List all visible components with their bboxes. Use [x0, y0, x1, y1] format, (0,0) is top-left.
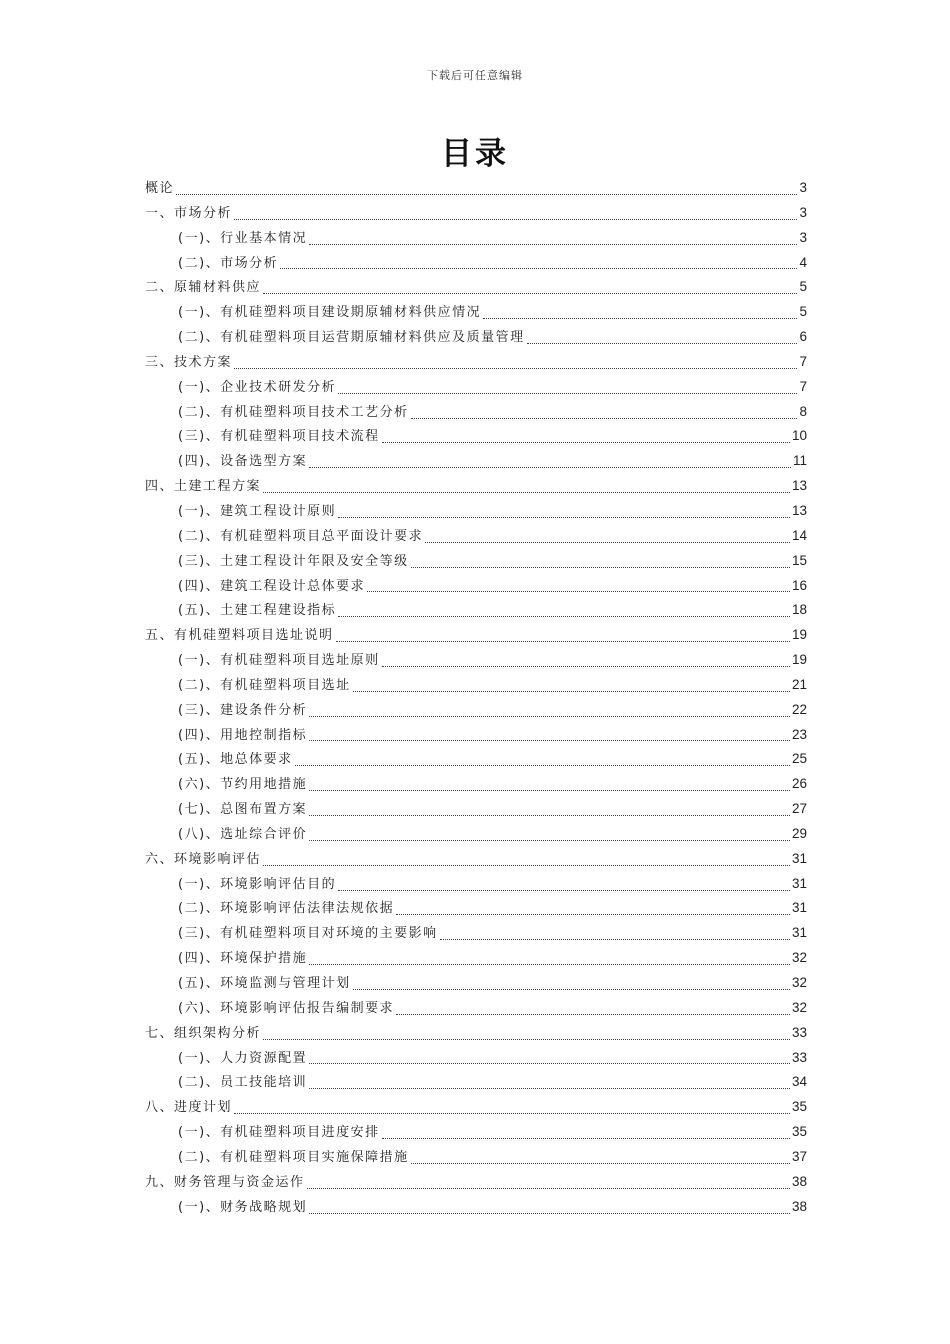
toc-entry-label: (二)、有机硅塑料项目选址 [178, 677, 351, 693]
toc-entry-page-number: 32 [791, 950, 807, 966]
toc-entry[interactable] [145, 474, 807, 499]
toc-entry[interactable] [145, 449, 807, 474]
toc-entry-label: (一)、财务战略规划 [178, 1199, 308, 1215]
toc-dot-leader [176, 194, 797, 195]
toc-entry-page-number: 38 [791, 1173, 807, 1189]
toc-entry[interactable] [145, 723, 807, 748]
toc-entry[interactable] [145, 772, 807, 797]
toc-entry[interactable] [145, 673, 807, 698]
toc-entry-label: 概论 [145, 181, 175, 196]
toc-entry-label: (三)、建设条件分析 [178, 702, 308, 718]
toc-dot-leader [411, 1163, 790, 1164]
toc-entry-label: (四)、设备选型方案 [178, 454, 308, 470]
toc-entry[interactable] [145, 872, 807, 897]
toc-entry-page-number: 7 [799, 378, 807, 394]
toc-dot-leader [483, 318, 797, 319]
toc-entry-label: (六)、环境影响评估报告编制要求 [178, 1000, 395, 1016]
toc-dot-leader [338, 616, 790, 617]
toc-entry-label: (三)、有机硅塑料项目技术流程 [178, 429, 380, 445]
toc-entry-label: (一)、企业技术研发分析 [178, 379, 337, 395]
toc-entry-page-number: 35 [791, 1099, 807, 1115]
toc-entry-page-number: 31 [791, 875, 807, 891]
toc-entry-label: (三)、土建工程设计年限及安全等级 [178, 553, 409, 569]
toc-entry-label: 六、环境影响评估 [145, 851, 262, 867]
toc-entry-page-number: 31 [791, 925, 807, 941]
toc-dot-leader [309, 790, 790, 791]
toc-entry-page-number: 18 [791, 602, 807, 618]
toc-entry-label: (一)、环境影响评估目的 [178, 876, 337, 892]
toc-dot-leader [527, 343, 798, 344]
toc-entry-label: (一)、人力资源配置 [178, 1050, 308, 1066]
toc-entry-page-number: 16 [791, 577, 807, 593]
toc-entry[interactable] [145, 797, 807, 822]
toc-entry-page-number: 34 [791, 1074, 807, 1090]
toc-entry-page-number: 11 [792, 453, 807, 469]
toc-entry-page-number: 29 [791, 825, 807, 841]
toc-dot-leader [382, 442, 790, 443]
toc-entry-label: (一)、行业基本情况 [178, 230, 308, 246]
toc-entry[interactable] [145, 1046, 807, 1071]
toc-dot-leader [309, 716, 790, 717]
toc-entry-label: (一)、有机硅塑料项目建设期原辅材料供应情况 [178, 305, 482, 321]
toc-entry-page-number: 19 [791, 652, 807, 668]
toc-entry-page-number: 37 [791, 1148, 807, 1164]
toc-entry-page-number: 23 [791, 726, 807, 742]
toc-dot-leader [336, 641, 790, 642]
toc-entry-page-number: 25 [791, 751, 807, 767]
toc-entry[interactable] [145, 375, 807, 400]
toc-dot-leader [309, 964, 790, 965]
toc-dot-leader [353, 691, 790, 692]
toc-entry-page-number: 22 [791, 701, 807, 717]
toc-dot-leader [382, 1138, 790, 1139]
toc-dot-leader [309, 244, 797, 245]
toc-dot-leader [309, 467, 791, 468]
toc-entry-label: (二)、有机硅塑料项目技术工艺分析 [178, 404, 409, 420]
toc-dot-leader [338, 393, 797, 394]
toc-dot-leader [338, 517, 790, 518]
toc-entry[interactable] [145, 1195, 807, 1220]
toc-entry-label: (五)、环境监测与管理计划 [178, 976, 351, 991]
toc-dot-leader [234, 219, 797, 220]
toc-entry-page-number: 13 [791, 478, 807, 494]
toc-entry[interactable] [145, 1021, 807, 1046]
toc-entry[interactable] [145, 325, 807, 350]
toc-entry-page-number: 27 [791, 801, 807, 817]
toc-dot-leader [411, 418, 798, 419]
toc-dot-leader [396, 1014, 790, 1015]
toc-entry-page-number: 7 [799, 353, 807, 369]
toc-entry-label: (一)、建筑工程设计原则 [178, 503, 337, 519]
toc-entry-label: (二)、员工技能培训 [178, 1075, 308, 1091]
toc-entry-page-number: 3 [799, 229, 807, 245]
toc-entry[interactable] [145, 598, 807, 623]
toc-entry[interactable] [145, 176, 807, 201]
toc-entry[interactable] [145, 847, 807, 872]
toc-entry[interactable] [145, 623, 807, 648]
toc-entry-label: 五、有机硅塑料项目选址说明 [145, 628, 334, 644]
toc-dot-leader [263, 1039, 790, 1040]
toc-dot-leader [425, 542, 790, 543]
toc-entry-page-number: 26 [791, 776, 807, 792]
toc-entry-page-number: 3 [799, 180, 807, 195]
toc-entry-page-number: 31 [791, 850, 807, 866]
toc-entry-label: 二、原辅材料供应 [145, 280, 262, 296]
toc-entry-page-number: 14 [791, 527, 807, 543]
toc-entry-page-number: 10 [791, 428, 807, 444]
toc-dot-leader [309, 1063, 790, 1064]
toc-entry-label: (四)、环境保护措施 [178, 951, 308, 967]
toc-entry-label: (二)、环境影响评估法律法规依据 [178, 901, 395, 917]
toc-entry[interactable] [145, 251, 807, 276]
toc-entry[interactable] [145, 946, 807, 971]
toc-dot-leader [309, 740, 790, 741]
toc-entry-label: (二)、有机硅塑料项目总平面设计要求 [178, 528, 424, 544]
toc-entry[interactable] [145, 1095, 807, 1120]
toc-entry[interactable] [145, 226, 807, 251]
toc-entry[interactable] [145, 574, 807, 599]
toc-entry-label: (四)、用地控制指标 [178, 727, 308, 743]
toc-entry[interactable] [145, 350, 807, 375]
toc-entry-page-number: 6 [799, 329, 807, 345]
toc-entry-page-number: 21 [791, 676, 807, 692]
toc-entry-page-number: 13 [791, 502, 807, 518]
toc-entry-label: (四)、建筑工程设计总体要求 [178, 578, 366, 594]
toc-entry[interactable] [145, 424, 807, 449]
toc-entry[interactable] [145, 499, 807, 524]
toc-entry[interactable] [145, 996, 807, 1021]
toc-entry[interactable] [145, 1170, 807, 1195]
toc-entry-page-number: 4 [799, 254, 807, 270]
toc-dot-leader [263, 865, 790, 866]
toc-entry-label: 八、进度计划 [145, 1100, 233, 1116]
toc-entry-label: (五)、地总体要求 [178, 752, 293, 768]
toc-entry-label: (一)、有机硅塑料项目选址原则 [178, 653, 380, 669]
table-of-contents [145, 176, 807, 1219]
toc-dot-leader [263, 492, 790, 493]
toc-entry[interactable] [145, 896, 807, 921]
toc-entry[interactable] [145, 971, 807, 996]
toc-entry[interactable] [145, 921, 807, 946]
toc-dot-leader [295, 765, 790, 766]
toc-entry-label: 三、技术方案 [145, 354, 233, 370]
toc-entry-label: (八)、选址综合评价 [178, 826, 308, 842]
toc-entry[interactable] [145, 822, 807, 847]
toc-dot-leader [338, 890, 790, 891]
toc-entry[interactable] [145, 524, 807, 549]
toc-entry-label: 九、财务管理与资金运作 [145, 1174, 305, 1190]
toc-entry-label: (二)、有机硅塑料项目实施保障措施 [178, 1149, 409, 1165]
toc-entry[interactable] [145, 275, 807, 300]
toc-entry-page-number: 5 [799, 304, 807, 320]
toc-dot-leader [382, 666, 790, 667]
toc-dot-leader [396, 914, 790, 915]
toc-entry[interactable] [145, 1145, 807, 1170]
toc-dot-leader [309, 1088, 790, 1089]
toc-entry-page-number: 5 [799, 279, 807, 295]
toc-entry-label: (三)、有机硅塑料项目对环境的主要影响 [178, 926, 438, 942]
toc-dot-leader [309, 815, 790, 816]
toc-dot-leader [234, 1113, 790, 1114]
toc-entry[interactable] [145, 698, 807, 723]
toc-dot-leader [263, 293, 797, 294]
toc-entry-label: 七、组织架构分析 [145, 1025, 262, 1041]
toc-entry-page-number: 33 [791, 1024, 807, 1040]
toc-entry-page-number: 38 [791, 1198, 807, 1214]
toc-entry[interactable] [145, 300, 807, 325]
page-title: 目录 [441, 136, 509, 172]
toc-entry-label: (二)、有机硅塑料项目运营期原辅材料供应及质量管理 [178, 330, 525, 346]
toc-entry[interactable] [145, 400, 807, 425]
toc-entry[interactable] [145, 549, 807, 574]
toc-entry-page-number: 33 [791, 1049, 807, 1065]
toc-dot-leader [307, 1188, 790, 1189]
toc-entry-label: (一)、有机硅塑料项目进度安排 [178, 1125, 380, 1141]
toc-entry-label: 一、市场分析 [145, 205, 233, 221]
toc-entry[interactable] [145, 747, 807, 772]
toc-entry-page-number: 15 [791, 552, 807, 568]
toc-entry-page-number: 31 [791, 900, 807, 916]
toc-entry-page-number: 3 [799, 204, 807, 220]
toc-entry[interactable] [145, 1070, 807, 1095]
toc-dot-leader [309, 1213, 790, 1214]
toc-dot-leader [440, 939, 790, 940]
toc-entry[interactable] [145, 1120, 807, 1145]
toc-entry-page-number: 35 [791, 1124, 807, 1140]
toc-dot-leader [353, 989, 790, 990]
toc-entry-page-number: 19 [791, 627, 807, 643]
toc-dot-leader [309, 840, 790, 841]
toc-dot-leader [280, 268, 797, 269]
page-header: 下载后可任意编辑 [427, 69, 523, 82]
toc-entry-page-number: 32 [791, 999, 807, 1015]
toc-entry-page-number: 8 [799, 403, 807, 419]
toc-entry[interactable] [145, 648, 807, 673]
toc-dot-leader [411, 567, 790, 568]
toc-dot-leader [234, 368, 797, 369]
toc-entry-page-number: 32 [791, 975, 807, 990]
toc-entry-label: (六)、节约用地措施 [178, 777, 308, 793]
toc-entry[interactable] [145, 201, 807, 226]
toc-entry-label: (七)、总图布置方案 [178, 802, 308, 818]
toc-entry-label: (五)、土建工程建设指标 [178, 603, 337, 619]
toc-entry-label: 四、土建工程方案 [145, 479, 262, 495]
toc-dot-leader [367, 591, 790, 592]
toc-entry-label: (二)、市场分析 [178, 255, 279, 271]
